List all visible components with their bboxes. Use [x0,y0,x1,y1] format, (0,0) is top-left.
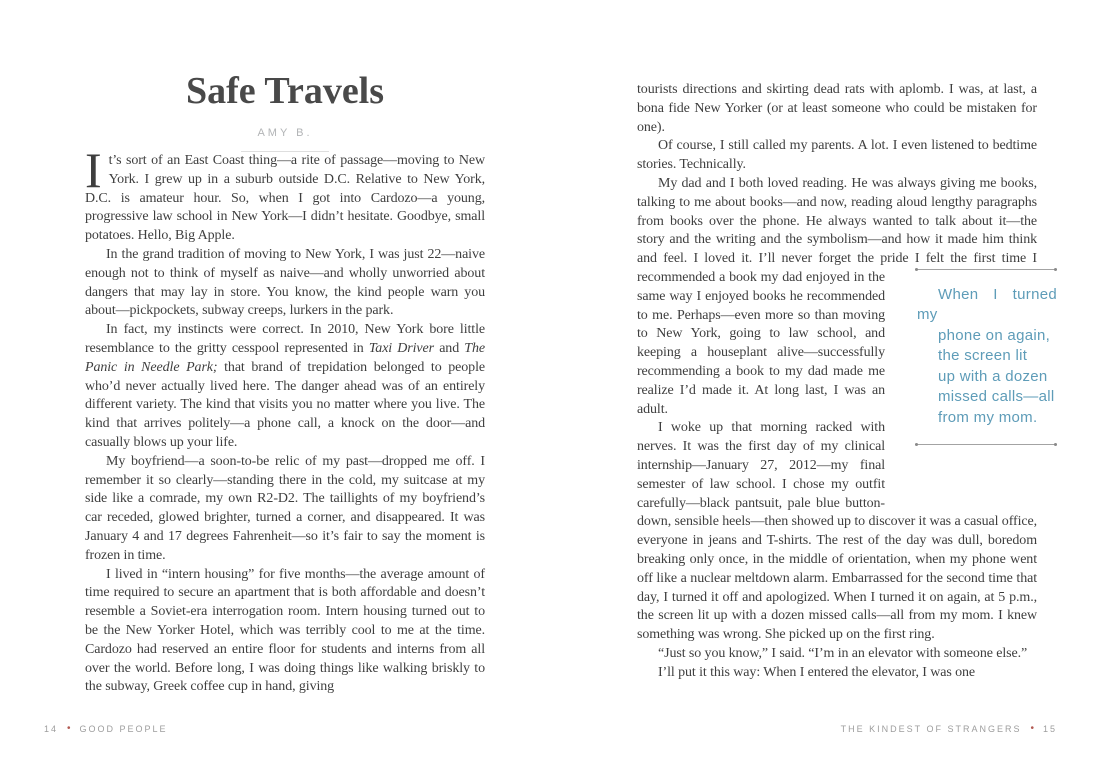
pull-quote [915,269,1057,446]
paragraph: I’ll put it this way: When I entered the elevator, I was one [658,664,976,680]
pull-quote-text [915,270,1057,445]
pull-quote-line: When I turned my [917,285,1057,324]
pull-quote-line: phone on again, [938,326,1051,344]
right-page-footer [841,724,1057,734]
pull-quote-line: the screen lit [938,347,1028,365]
pull-quote-line: missed calls—all [938,388,1055,406]
book-title-label: GOOD PEOPLE [79,724,168,734]
paragraph [85,142,485,246]
page-number: 14 [44,724,59,734]
chapter-title-label: THE KINDEST OF STRANGERS [840,724,1022,734]
drop-cap: I [85,142,102,198]
right-page [637,81,1057,683]
right-page-body [637,81,1057,683]
paragraph: tourists directions and skirting dead rats with aplomb. I was, at last, a bona fide New Yorker (or at least someone who could be mistaken for one). [637,82,1037,135]
paragraph-text: that brand of trepidation belonged to people who’d never actually lived here. The danger ahead was of an entirely different variety. The kind that visits you no matter where you live. The kind that arrives politely—a phone call, a knock on the door—and casually blows up your life. [85,359,485,450]
pull-quote-bottom-rule [915,444,1057,445]
page-number: 15 [1042,724,1057,734]
paragraph-text: felt the first time I recommended a book my dad enjoyed in the same way I enjoyed books he recommended to me. Perhaps—even more so than moving to New York, going to law school, and keeping a houseplant alive—successfully recommending a book to my dad made me realize I’d made it. At long last, I was an adult. [637,251,1037,417]
paragraph-text: In fact, my instincts were correct. In 2010, New York bore little resemblance to the gritty cesspool represented in [85,322,485,356]
footer-separator-dot: • [1030,723,1034,734]
book-title-italic: Taxi Driver [368,340,435,356]
book-title-italic: The Panic in Needle Park; [85,340,485,375]
paragraph: I lived in “intern housing” for five months—the average amount of time required to secure an apartment that is both affordable and doesn’t resemble a Soviet-era interrogation room. Intern housing turned out to be the New Yorker Hotel, which was terribly cool to me at the time. Cardozo had reserved an entire floor for students and interns from all over the world. Before long, I was doing things like walking briskly to the subway, Greek coffee cup in hand, giving [85,566,485,695]
paragraph [85,321,485,453]
paragraph-text: t’s sort of an East Coast thing—a rite of passage—moving to New York. I grew up in a suburb outside D.C. Relative to New York, D.C. is amateur hour. So, when I got into Cardozo—a young, progressive law school in New York—I didn’t hesitate. Goodbye, small potatoes. Hello, Big Apple. [85,153,485,244]
paragraph: In the grand tradition of moving to New York, I was just 22—naive enough not to think of myself as naive—and wholly unworried about dangers that may lay in store. You know, the kind people warn you about—pickpockets, subway creeps, lurkers in the park. [85,246,485,319]
paragraph: Of course, I still called my parents. A lot. I even listened to bedtime stories. Technically. [637,138,1037,173]
paragraph: My boyfriend—a soon-to-be relic of my past—dropped me off. I remember it so clearly—standing there in the cold, my suitcase at my side like a comrade, my own R2-D2. The taillights of my boyfriend’s car receded, glowed brighter, turned a corner, and disappeared. It was January 4 and 17 degrees Fahrenheit—so it’s fair to say the moment is frozen in time. [85,453,485,563]
chapter-title: Safe Travels [185,70,385,112]
left-page-footer [44,724,168,734]
footer-separator-dot: • [67,723,71,734]
paragraph: “Just so you know,” I said. “I’m in an elevator with someone else.” [658,645,1028,661]
paragraph-text: and [434,340,465,356]
left-page [85,70,485,697]
paragraph [637,175,1057,426]
paragraph-text: My dad and I both loved reading. He was always giving me books, talking to me about books—and now, reading aloud lengthy paragraphs from books over the phone. He always wanted to talk about it—the story and the writing and the symbolism—and how it made him think and feel. I loved it. I’ll never forget the pride I [637,175,1037,267]
paragraph: I woke up that morning racked with nerves. It was the first day of my clinical internship—January 27, 2012—my final semester of law school. I chose my outfit carefully—black pantsuit, pale blue button-down, sensible heels—then showed up to discover it was a casual office, everyone in jeans and T-shirts. The rest of the day was dull, boredom breaking only once, in the middle of orientation, when my phone went off like a nuclear meltdown alarm. Embarrassed for the second time that day, I turned it off and apologized. When I turned it on again, at 5 p.m., the screen lit up with a dozen missed calls—all from my mom. I knew something was wrong. She picked up on the first ring. [637,420,1037,643]
pull-quote-top-rule [915,269,1057,270]
author-byline: AMY B. [257,127,313,139]
pull-quote-line: from my mom. [938,408,1038,426]
left-page-body [85,142,485,697]
pull-quote-line: up with a dozen [938,367,1048,385]
